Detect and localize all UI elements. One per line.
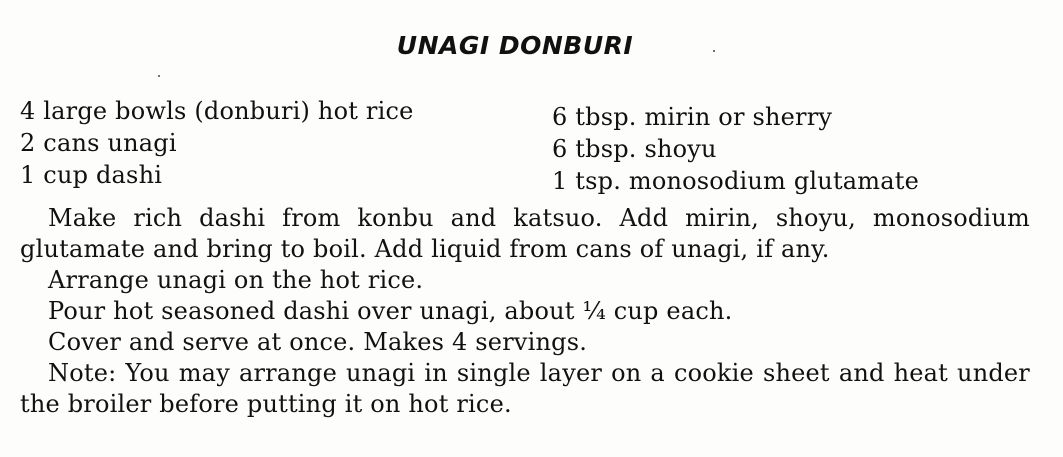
print-speck [158,75,160,77]
instruction-paragraph: Make rich dashi from konbu and katsuo. Add mirin, shoyu, monosodium glutamate and bring to boil. Add liquid from cans of unagi, if any. [20,204,1030,263]
recipe-note: Note: You may arrange unagi in single layer on a cookie sheet and heat under the broiler before putting it on hot rice. [20,359,1030,418]
print-speck [713,50,715,52]
ingredients-right-column [552,101,919,197]
ingredients-left-column [20,95,414,191]
ingredient-item: 6 tbsp. mirin or sherry [552,103,833,131]
recipe-instructions [20,203,1030,420]
ingredient-item: 4 large bowls (donburi) hot rice [20,97,414,125]
ingredient-item: 1 cup dashi [20,161,163,189]
recipe-title: UNAGI DONBURI [396,31,634,60]
instruction-paragraph: Pour hot seasoned dashi over unagi, about ¼ cup each. [48,297,733,325]
instruction-paragraph: Cover and serve at once. Makes 4 servings. [48,328,588,356]
ingredient-item: 6 tbsp. shoyu [552,135,717,163]
ingredient-item: 1 tsp. monosodium glutamate [552,167,920,195]
instruction-paragraph: Arrange unagi on the hot rice. [48,266,424,294]
ingredient-item: 2 cans unagi [20,129,177,157]
